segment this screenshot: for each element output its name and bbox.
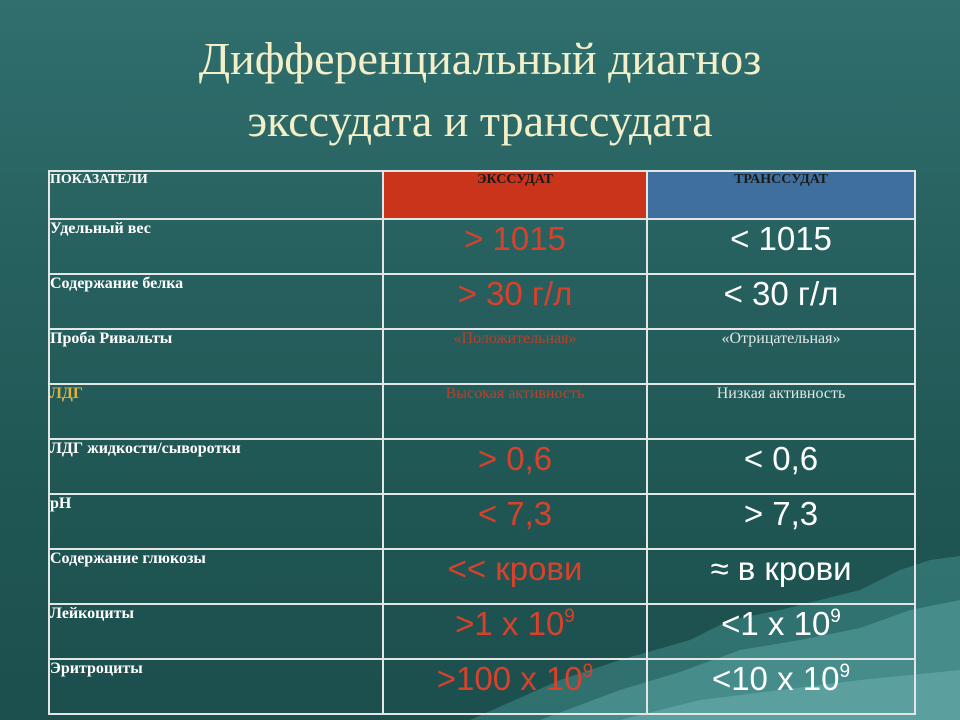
row-label: ЛДГ жидкости/сыворотки — [49, 439, 383, 494]
title-line-2: экссудата и транссудата — [247, 95, 713, 146]
slide-title — [0, 28, 960, 152]
row-label: Удельный вес — [49, 219, 383, 274]
exudate-base: >100 х 10 — [436, 660, 583, 697]
exudate-exponent: 9 — [582, 661, 594, 682]
transudate-base: <10 х 10 — [711, 660, 840, 697]
row-label: Содержание глюкозы — [49, 549, 383, 604]
row-label: Содержание белка — [49, 274, 383, 329]
exudate-value: > 1015 — [383, 219, 647, 274]
transudate-exponent: 9 — [839, 661, 851, 682]
table-row — [49, 549, 915, 604]
table-row — [49, 494, 915, 549]
exudate-value: < 7,3 — [383, 494, 647, 549]
exudate-value: Высокая активность — [383, 384, 647, 439]
transudate-value: < 1015 — [647, 219, 915, 274]
transudate-value: > 7,3 — [647, 494, 915, 549]
exudate-value — [383, 659, 647, 714]
exudate-value — [383, 604, 647, 659]
table-row — [49, 219, 915, 274]
exudate-value: «Положительная» — [383, 329, 647, 384]
transudate-value: ≈ в крови — [647, 549, 915, 604]
table-row — [49, 439, 915, 494]
exudate-exponent: 9 — [564, 606, 575, 627]
title-line-1: Дифференциальный диагноз — [198, 33, 762, 84]
exudate-value: > 30 г/л — [383, 274, 647, 329]
transudate-value: < 0,6 — [647, 439, 915, 494]
transudate-base: <1 х 10 — [721, 605, 831, 642]
table-row — [49, 659, 915, 714]
transudate-value: Низкая активность — [647, 384, 915, 439]
table-row — [49, 329, 915, 384]
header-transudate: ТРАНССУДАТ — [647, 171, 915, 219]
transudate-value — [647, 659, 915, 714]
row-label: Эритроциты — [49, 659, 383, 714]
table-row — [49, 604, 915, 659]
transudate-value — [647, 604, 915, 659]
header-exudate: ЭКССУДАТ — [383, 171, 647, 219]
row-label: Лейкоциты — [49, 604, 383, 659]
transudate-value: «Отрицательная» — [647, 329, 915, 384]
table-row — [49, 384, 915, 439]
table-header-row — [49, 171, 915, 219]
row-label: Проба Ривальты — [49, 329, 383, 384]
diagnosis-table — [48, 170, 916, 715]
table-row — [49, 274, 915, 329]
exudate-value: > 0,6 — [383, 439, 647, 494]
row-label: pH — [49, 494, 383, 549]
row-label: ЛДГ — [49, 384, 383, 439]
exudate-base: >1 х 10 — [455, 605, 565, 642]
exudate-value: << крови — [383, 549, 647, 604]
transudate-exponent: 9 — [830, 606, 841, 627]
transudate-value: < 30 г/л — [647, 274, 915, 329]
header-indicators: ПОКАЗАТЕЛИ — [49, 171, 383, 219]
